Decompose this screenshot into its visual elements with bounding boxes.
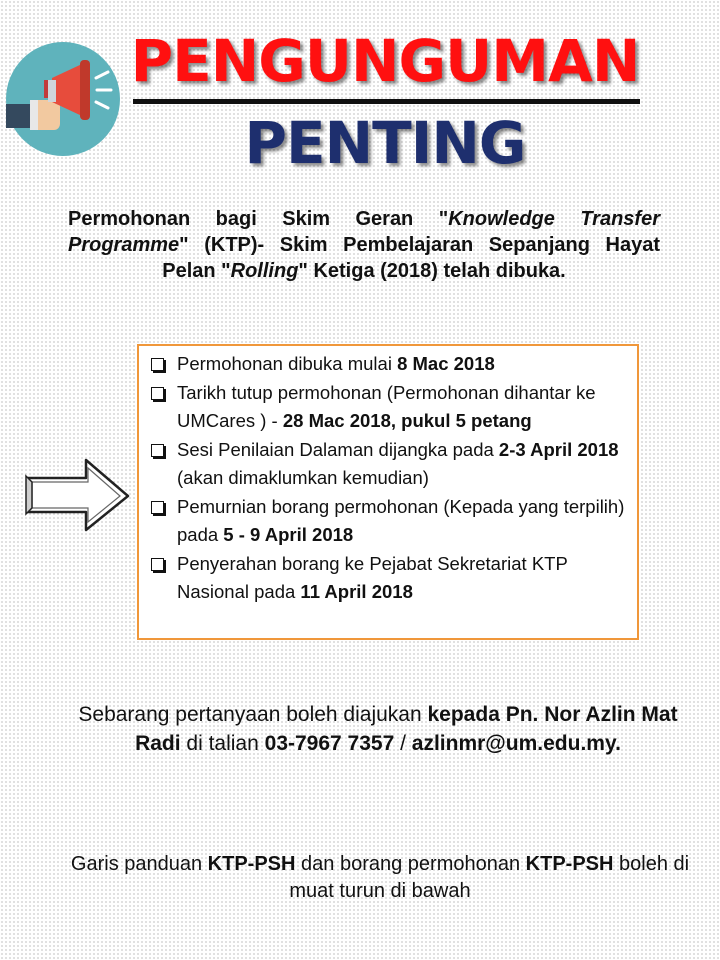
checkbox-icon [151,358,164,371]
schedule-item: Sesi Penilaian Dalaman dijangka pada 2-3 April 2018 (akan dimaklumkan kemudian) [149,436,627,493]
checkbox-icon [151,387,164,400]
schedule-box [137,344,639,640]
contact-info: Sebarang pertanyaan boleh diajukan kepada Pn. Nor Azlin Mat Radi di talian 03-7967 7357 / azlinmr@um.edu.my. [78,703,678,755]
schedule-item: Tarikh tutup permohonan (Permohonan dihantar ke UMCares ) - 28 Mac 2018, pukul 5 petang [149,379,627,436]
checkbox-icon [151,501,164,514]
schedule-item: Permohonan dibuka mulai 8 Mac 2018 [149,350,627,379]
megaphone-icon [4,40,122,158]
contact-email: azlinmr@um.edu.my. [411,732,621,755]
checkbox-icon [151,444,164,457]
guideline-note: Garis panduan KTP-PSH dan borang permohonan KTP-PSH boleh di muat turun di bawah [70,853,690,902]
title-line-2: PENTING [244,109,526,177]
schedule-item: Penyerahan borang ke Pejabat Sekretariat KTP Nasional pada 11 April 2018 [149,550,627,607]
right-arrow-icon [22,456,134,534]
title-divider [133,99,640,104]
schedule-item: Pemurnian borang permohonan (Kepada yang terpilih) pada 5 - 9 April 2018 [149,493,627,550]
title-line-1: PENGUNGUMAN [130,27,640,95]
checkbox-icon [151,558,164,571]
intro-paragraph: Permohonan bagi Skim Geran "Knowledge Transfer Programme" (KTP)- Skim Pembelajaran Sepanjang Hayat Pelan "Rolling" Ketiga (2018) telah dibuka. [68,208,660,282]
